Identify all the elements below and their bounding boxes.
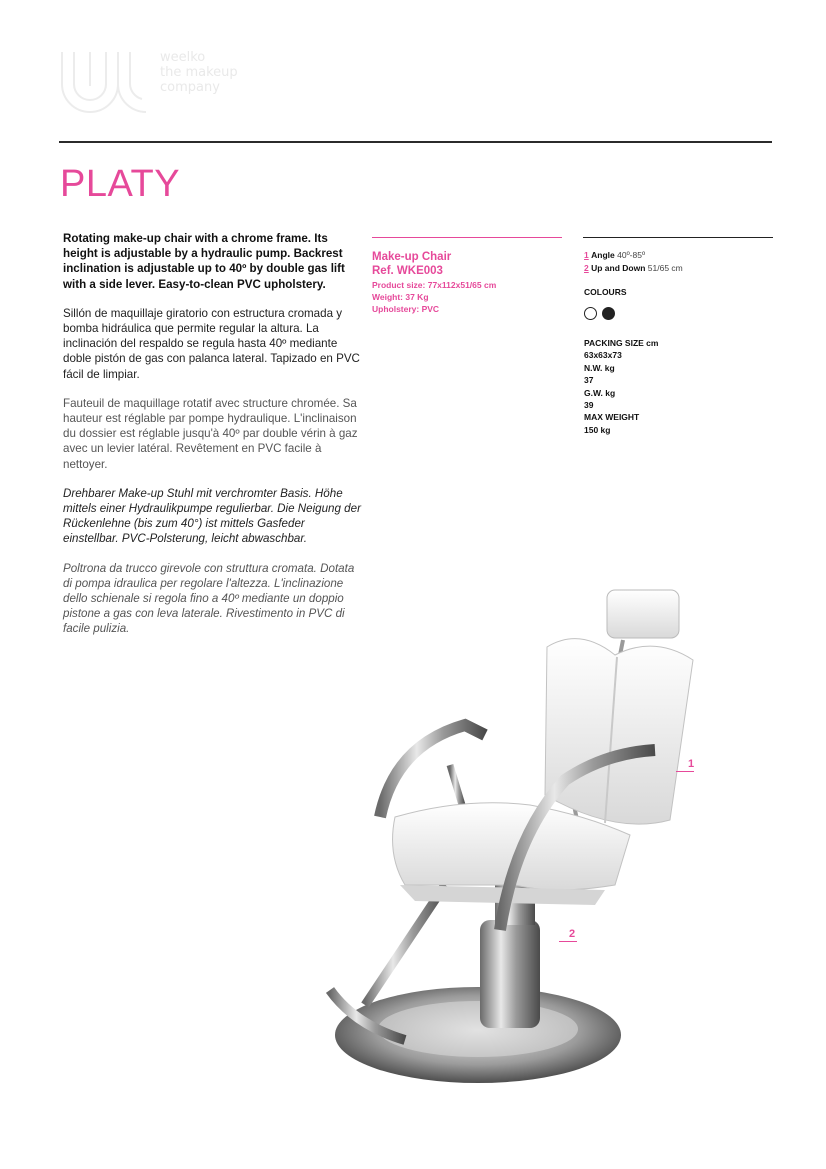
product-weight: Weight: 37 Kg — [372, 292, 429, 302]
specs-divider — [583, 237, 773, 238]
brand-line-3: company — [160, 80, 220, 95]
description-it: Poltrona da trucco girevole con struttura cromata. Dotata di pompa idraulica per regolare l'altezza. L'inclinazione dello schienale si regola fino a 40º mediante un doppio pistone a gas con leva laterale. Rivestimento in PVC di facile pulizia. — [63, 561, 355, 636]
gross-weight-label: G.W. kg — [584, 387, 616, 398]
description-en: Rotating make-up chair with a chrome frame. Its height is adjustable by a hydraulic pump. Backrest inclination is adjustable up to 40º by double gas lift with a side lever. Easy-to-clean PVC upholstery. — [63, 232, 345, 291]
packing-size-value: 63x63x73 — [584, 350, 622, 361]
description-de: Drehbarer Make-up Stuhl mit verchromter Basis. Höhe mittels einer Hydraulikpumpe regulierbar. Die Neigung der Rückenlehne (bis zum 40°) ist mittels Gasfeder einstellbar. PVC-Polsterung, leicht abwaschbar. — [63, 486, 361, 546]
spec-number: 2 — [584, 262, 589, 273]
callout-line-1 — [676, 771, 694, 772]
callout-number-2: 2 — [569, 928, 576, 940]
brand-line-1: weelko — [160, 50, 206, 65]
spec-label: Up and Down — [591, 262, 646, 273]
packing-info — [584, 337, 658, 436]
max-weight-label: MAX WEIGHT — [584, 412, 640, 423]
colour-swatch-black — [602, 307, 615, 320]
chair-image — [325, 585, 705, 1095]
spec-item-angle — [584, 249, 683, 262]
description-fr: Fauteuil de maquillage rotatif avec structure chromée. Sa hauteur est réglable par pompe hydraulique. L'inclinaison du dossier est réglable jusqu'à 40º par double vérin à gaz avec un levier latéral. Revêtement en PVC facile à nettoyer. — [63, 396, 358, 471]
spec-value: 51/65 cm — [647, 262, 683, 273]
brand-name — [160, 50, 238, 95]
callout-line-2 — [559, 941, 577, 942]
brand-line-2: the makeup — [160, 65, 238, 80]
header-divider — [59, 141, 772, 143]
product-ref: Ref. WKE003 — [372, 265, 443, 277]
product-info — [372, 250, 496, 315]
description-block — [63, 231, 361, 651]
colours-title: COLOURS — [584, 287, 627, 297]
product-upholstery: Upholstery: PVC — [372, 304, 440, 314]
callout-number-1: 1 — [688, 758, 695, 770]
net-weight-value: 37 — [584, 375, 594, 386]
spec-item-up-down — [584, 262, 683, 275]
product-divider — [372, 237, 562, 238]
description-es: Sillón de maquillaje giratorio con estructura cromada y bomba hidráulica que permite regular la altura. La inclinación del respaldo se regula hasta 40º mediante doble pistón de gas con palanca lateral. Tapizado en PVC fácil de limpiar. — [63, 306, 360, 381]
spec-list — [584, 249, 683, 274]
spec-value: 40º-85º — [617, 250, 646, 260]
gross-weight-value: 39 — [584, 400, 594, 411]
colour-swatch-white — [584, 307, 597, 320]
packing-size-title: PACKING SIZE cm — [584, 338, 659, 348]
spec-number: 1 — [584, 250, 589, 260]
spec-label: Angle — [591, 250, 615, 260]
product-size: Product size: 77x112x51/65 cm — [372, 280, 497, 290]
product-name: Make-up Chair — [372, 251, 452, 263]
net-weight-label: N.W. kg — [584, 362, 615, 373]
page-title: PLATY — [60, 163, 181, 205]
max-weight-value: 150 kg — [584, 424, 611, 435]
